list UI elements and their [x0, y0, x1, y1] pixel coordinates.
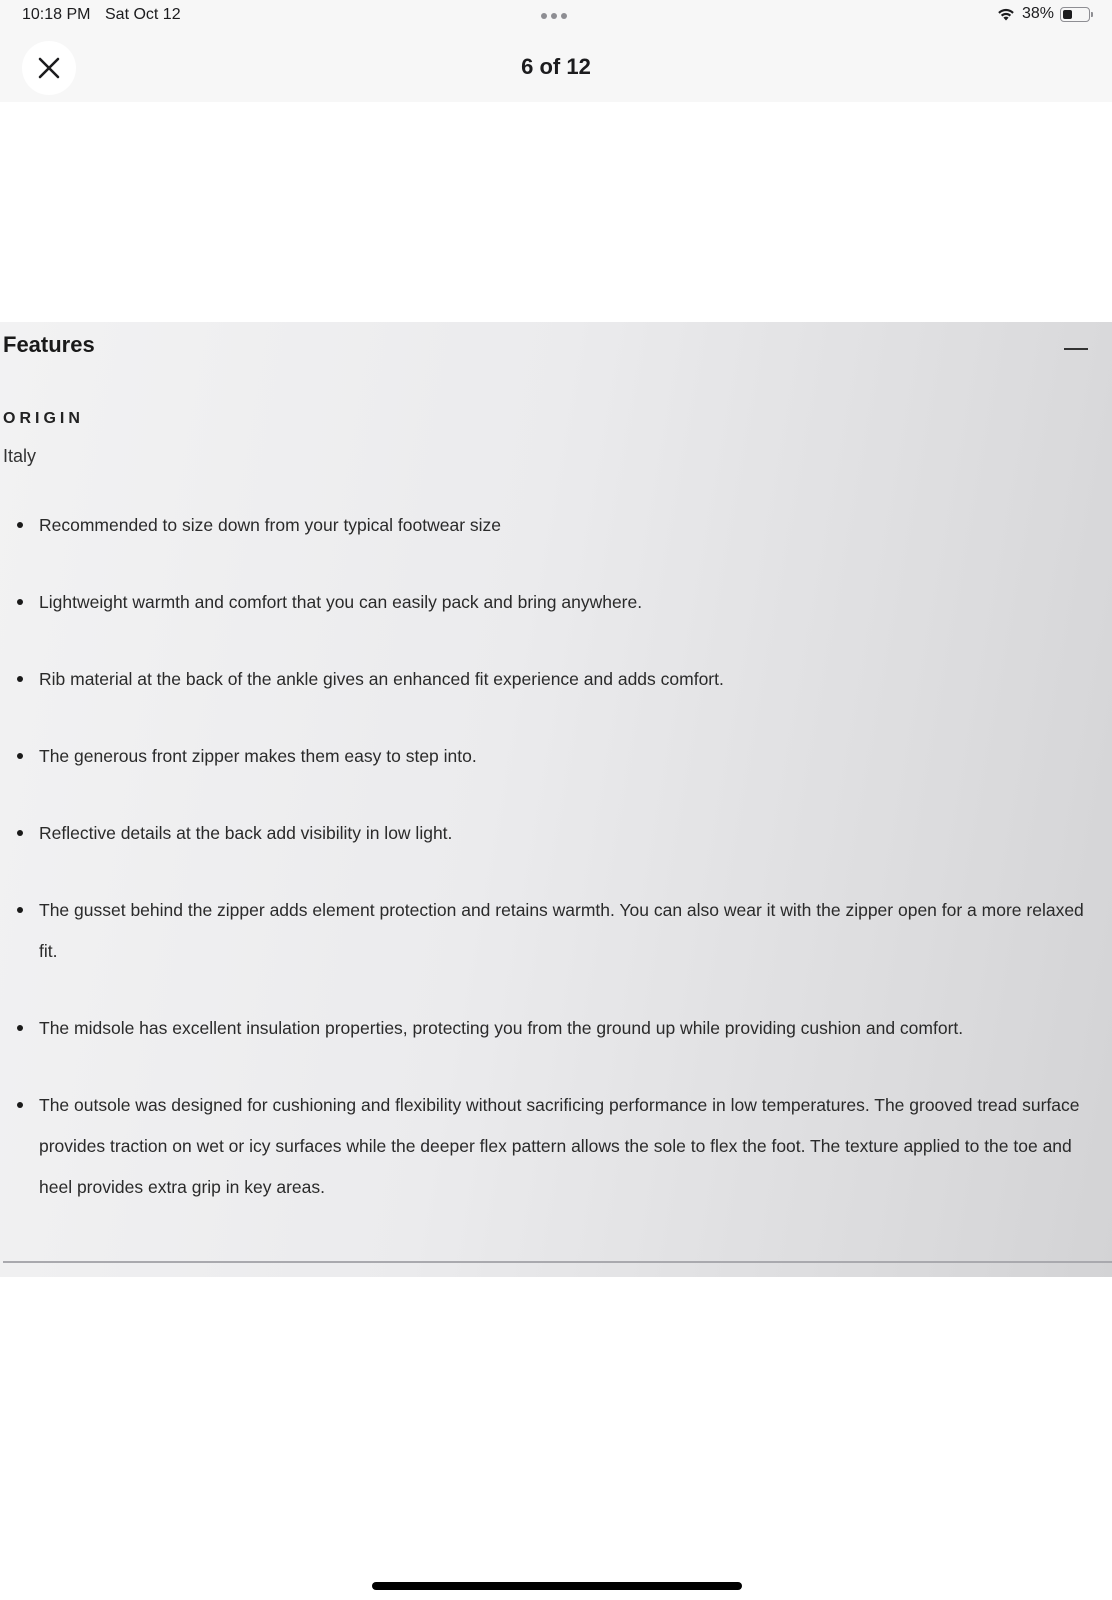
origin-value: Italy [3, 446, 37, 466]
feature-text: Recommended to size down from your typical footwear size [39, 515, 502, 535]
list-item [0, 1085, 1090, 1208]
features-list [0, 505, 1090, 1244]
bullet-icon [17, 830, 23, 836]
bullet-icon [17, 1025, 23, 1031]
nav-bar [0, 34, 1112, 102]
wifi-icon [996, 6, 1016, 22]
home-indicator[interactable] [372, 1582, 742, 1590]
feature-text: The gusset behind the zipper adds element protection and retains warmth. You can also wear it with the zipper open for a more relaxed fit. [39, 900, 1084, 961]
list-item [0, 505, 1090, 546]
divider [3, 1261, 1112, 1263]
feature-text: Reflective details at the back add visibility in low light. [39, 823, 453, 843]
list-item [0, 582, 1090, 623]
battery-percent: 38% [1021, 5, 1054, 22]
list-item [0, 736, 1090, 777]
minus-icon [1064, 348, 1088, 350]
battery-level-fill [1063, 10, 1072, 19]
bullet-icon [17, 522, 23, 528]
list-item [0, 1008, 1090, 1049]
page-counter: 6 of 12 [521, 54, 591, 79]
product-features-image[interactable] [0, 322, 1112, 1277]
feature-text: The midsole has excellent insulation properties, protecting you from the ground up while providing cushion and comfort. [39, 1018, 964, 1038]
status-bar [0, 0, 1112, 34]
status-indicators [996, 5, 1090, 23]
status-time: 10:18 PM [22, 6, 91, 23]
bullet-icon [17, 907, 23, 913]
features-heading: Features [3, 332, 95, 357]
feature-text: Lightweight warmth and comfort that you can easily pack and bring anywhere. [39, 592, 643, 612]
status-date: Sat Oct 12 [105, 6, 181, 23]
bullet-icon [17, 599, 23, 605]
list-item [0, 659, 1090, 700]
feature-text: The outsole was designed for cushioning and flexibility without sacrificing performance in low temperatures. The grooved tread surface provides traction on wet or icy surfaces while the deeper flex pattern allows the sole to flex the foot. The texture applied to the toe and heel provides extra grip in key areas. [39, 1095, 1080, 1197]
list-item [0, 813, 1090, 854]
feature-text: Rib material at the back of the ankle gives an enhanced fit experience and adds comfort. [39, 669, 724, 689]
bullet-icon [17, 753, 23, 759]
origin-label: ORIGIN [3, 410, 84, 427]
battery-icon [1060, 7, 1090, 22]
list-item [0, 890, 1090, 972]
bullet-icon [17, 676, 23, 682]
feature-text: The generous front zipper makes them easy to step into. [39, 746, 477, 766]
multitasking-dots-icon[interactable] [541, 13, 567, 19]
bullet-icon [17, 1102, 23, 1108]
